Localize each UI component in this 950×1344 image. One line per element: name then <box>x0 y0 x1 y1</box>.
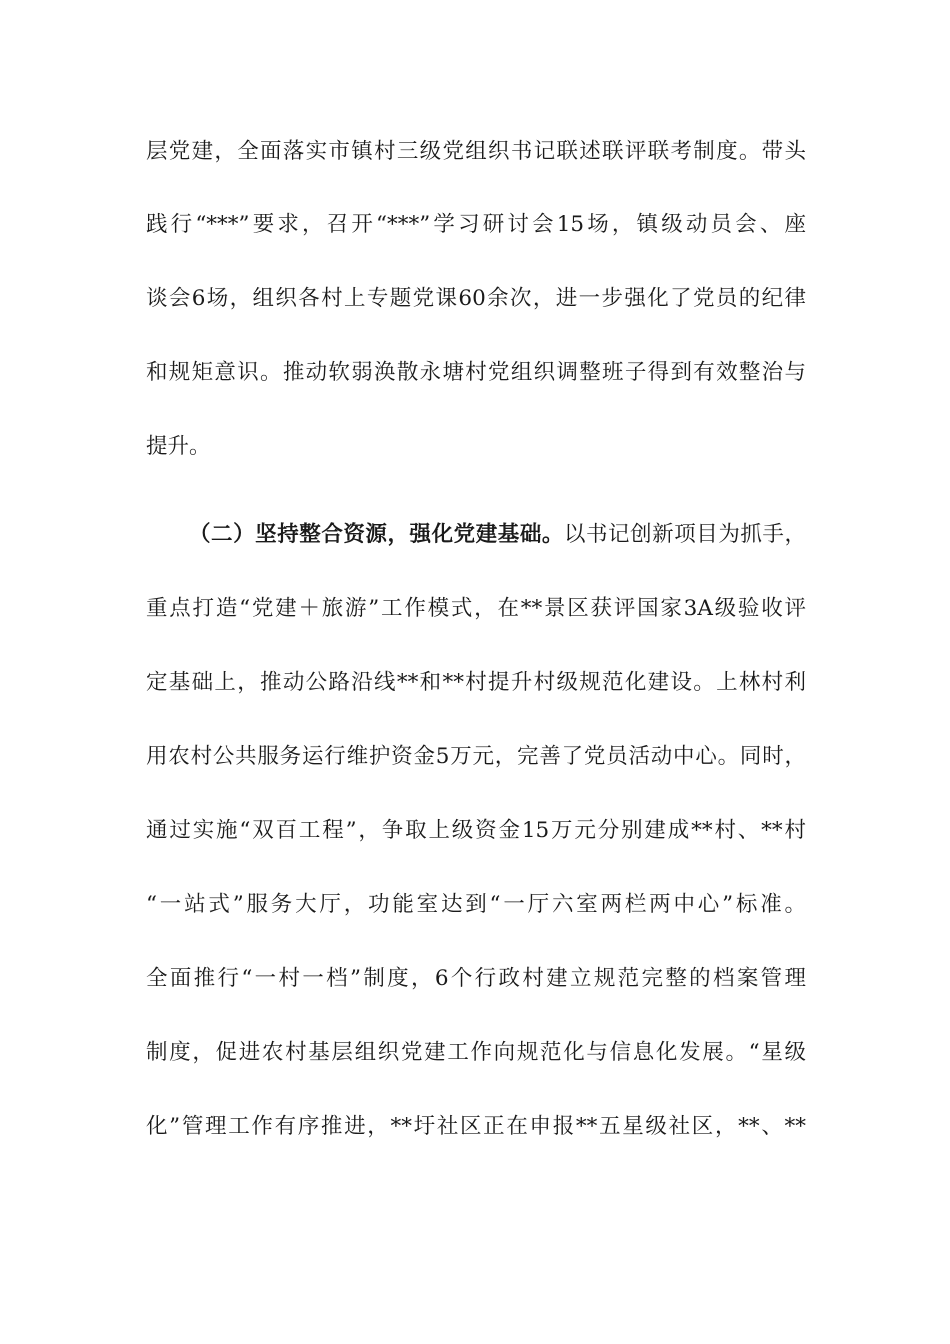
paragraph-2-line-1 <box>189 519 806 551</box>
paragraph-1-line-3: 谈会6场，组织各村上专题党课60余次，进一步强化了党员的纪律 <box>146 286 806 311</box>
paragraph-1-line-2: 践行“***”要求，召开“***”学习研讨会15场，镇级动员会、座 <box>146 212 806 237</box>
paragraph-2-line-5: 通过实施“双百工程”，争取上级资金15万元分别建成**村、**村 <box>146 818 806 843</box>
paragraph-1-line-1: 层党建，全面落实市镇村三级党组织书记联述联评联考制度。带头 <box>146 139 806 164</box>
paragraph-2-line-7: 全面推行“一村一档”制度，6个行政村建立规范完整的档案管理 <box>146 966 806 991</box>
paragraph-2-line-9: 化”管理工作有序推进，**圩社区正在申报**五星级社区，**、** <box>146 1114 806 1139</box>
paragraph-2-line-4: 用农村公共服务运行维护资金5万元，完善了党员活动中心。同时， <box>146 744 806 769</box>
paragraph-2-line-8: 制度，促进农村基层组织党建工作向规范化与信息化发展。“星级 <box>146 1040 806 1065</box>
paragraph-1-line-4: 和规矩意识。推动软弱涣散永塘村党组织调整班子得到有效整治与 <box>146 360 806 385</box>
paragraph-2-line-2: 重点打造“党建＋旅游”工作模式，在**景区获评国家3A级验收评 <box>146 596 806 621</box>
paragraph-2-line-6: “一站式”服务大厅，功能室达到“一厅六室两栏两中心”标准。 <box>146 892 806 917</box>
paragraph-1-line-5: 提升。 <box>146 434 211 459</box>
paragraph-2-line-1-text: 以书记创新项目为抓手， <box>563 522 806 547</box>
section-heading: （二）坚持整合资源，强化党建基础。 <box>189 522 564 547</box>
paragraph-2-line-3: 定基础上，推动公路沿线**和**村提升村级规范化建设。上林村利 <box>146 670 806 695</box>
